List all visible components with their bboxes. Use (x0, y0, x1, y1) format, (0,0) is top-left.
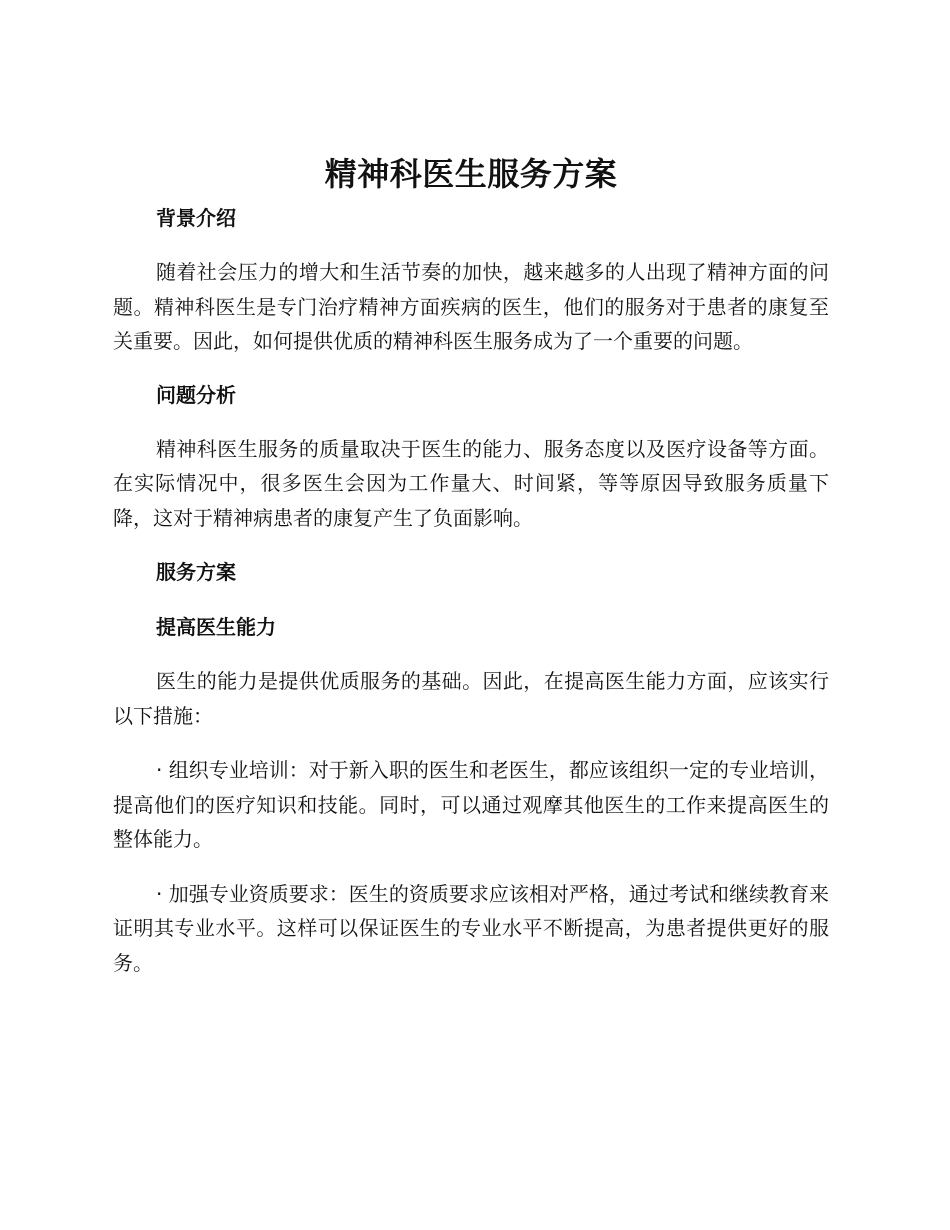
document-title: 精神科医生服务方案 (324, 155, 618, 193)
paragraph-background: 随着社会压力的增大和生活节奏的加快，越来越多的人出现了精神方面的问题。精神科医生是专门治疗精神方面疾病的医生，他们的服务对于患者的康复至关重要。因此，如何提供优质的精神科医生服务成为了一个重要的问题。 (113, 260, 829, 353)
section-heading-service-plan: 服务方案 (156, 560, 236, 584)
paragraph-improve-doctor-ability: 医生的能力是提供优质服务的基础。因此，在提高医生能力方面，应该实行以下措施： (113, 669, 829, 728)
bullet-item-qualification-requirements: · 加强专业资质要求：医生的资质要求应该相对严格，通过考试和继续教育来证明其专业水平。这样可以保证医生的专业水平不断提高，为患者提供更好的服务。 (113, 881, 829, 975)
section-heading-problem-analysis: 问题分析 (156, 382, 236, 407)
paragraph-problem-analysis: 精神科医生服务的质量取决于医生的能力、服务态度以及医疗设备等方面。在实际情况中，很多医生会因为工作量大、时间紧，等等原因导致服务质量下降，这对于精神病患者的康复产生了负面影响。 (113, 436, 829, 530)
section-heading-background: 背景介绍 (156, 206, 236, 230)
section-heading-improve-doctor-ability: 提高医生能力 (156, 615, 276, 639)
bullet-item-professional-training: · 组织专业培训：对于新入职的医生和老医生，都应该组织一定的专业培训，提高他们的医疗知识和技能。同时，可以通过观摩其他医生的工作来提高医生的整体能力。 (113, 758, 829, 851)
document-page (113, 148, 829, 980)
